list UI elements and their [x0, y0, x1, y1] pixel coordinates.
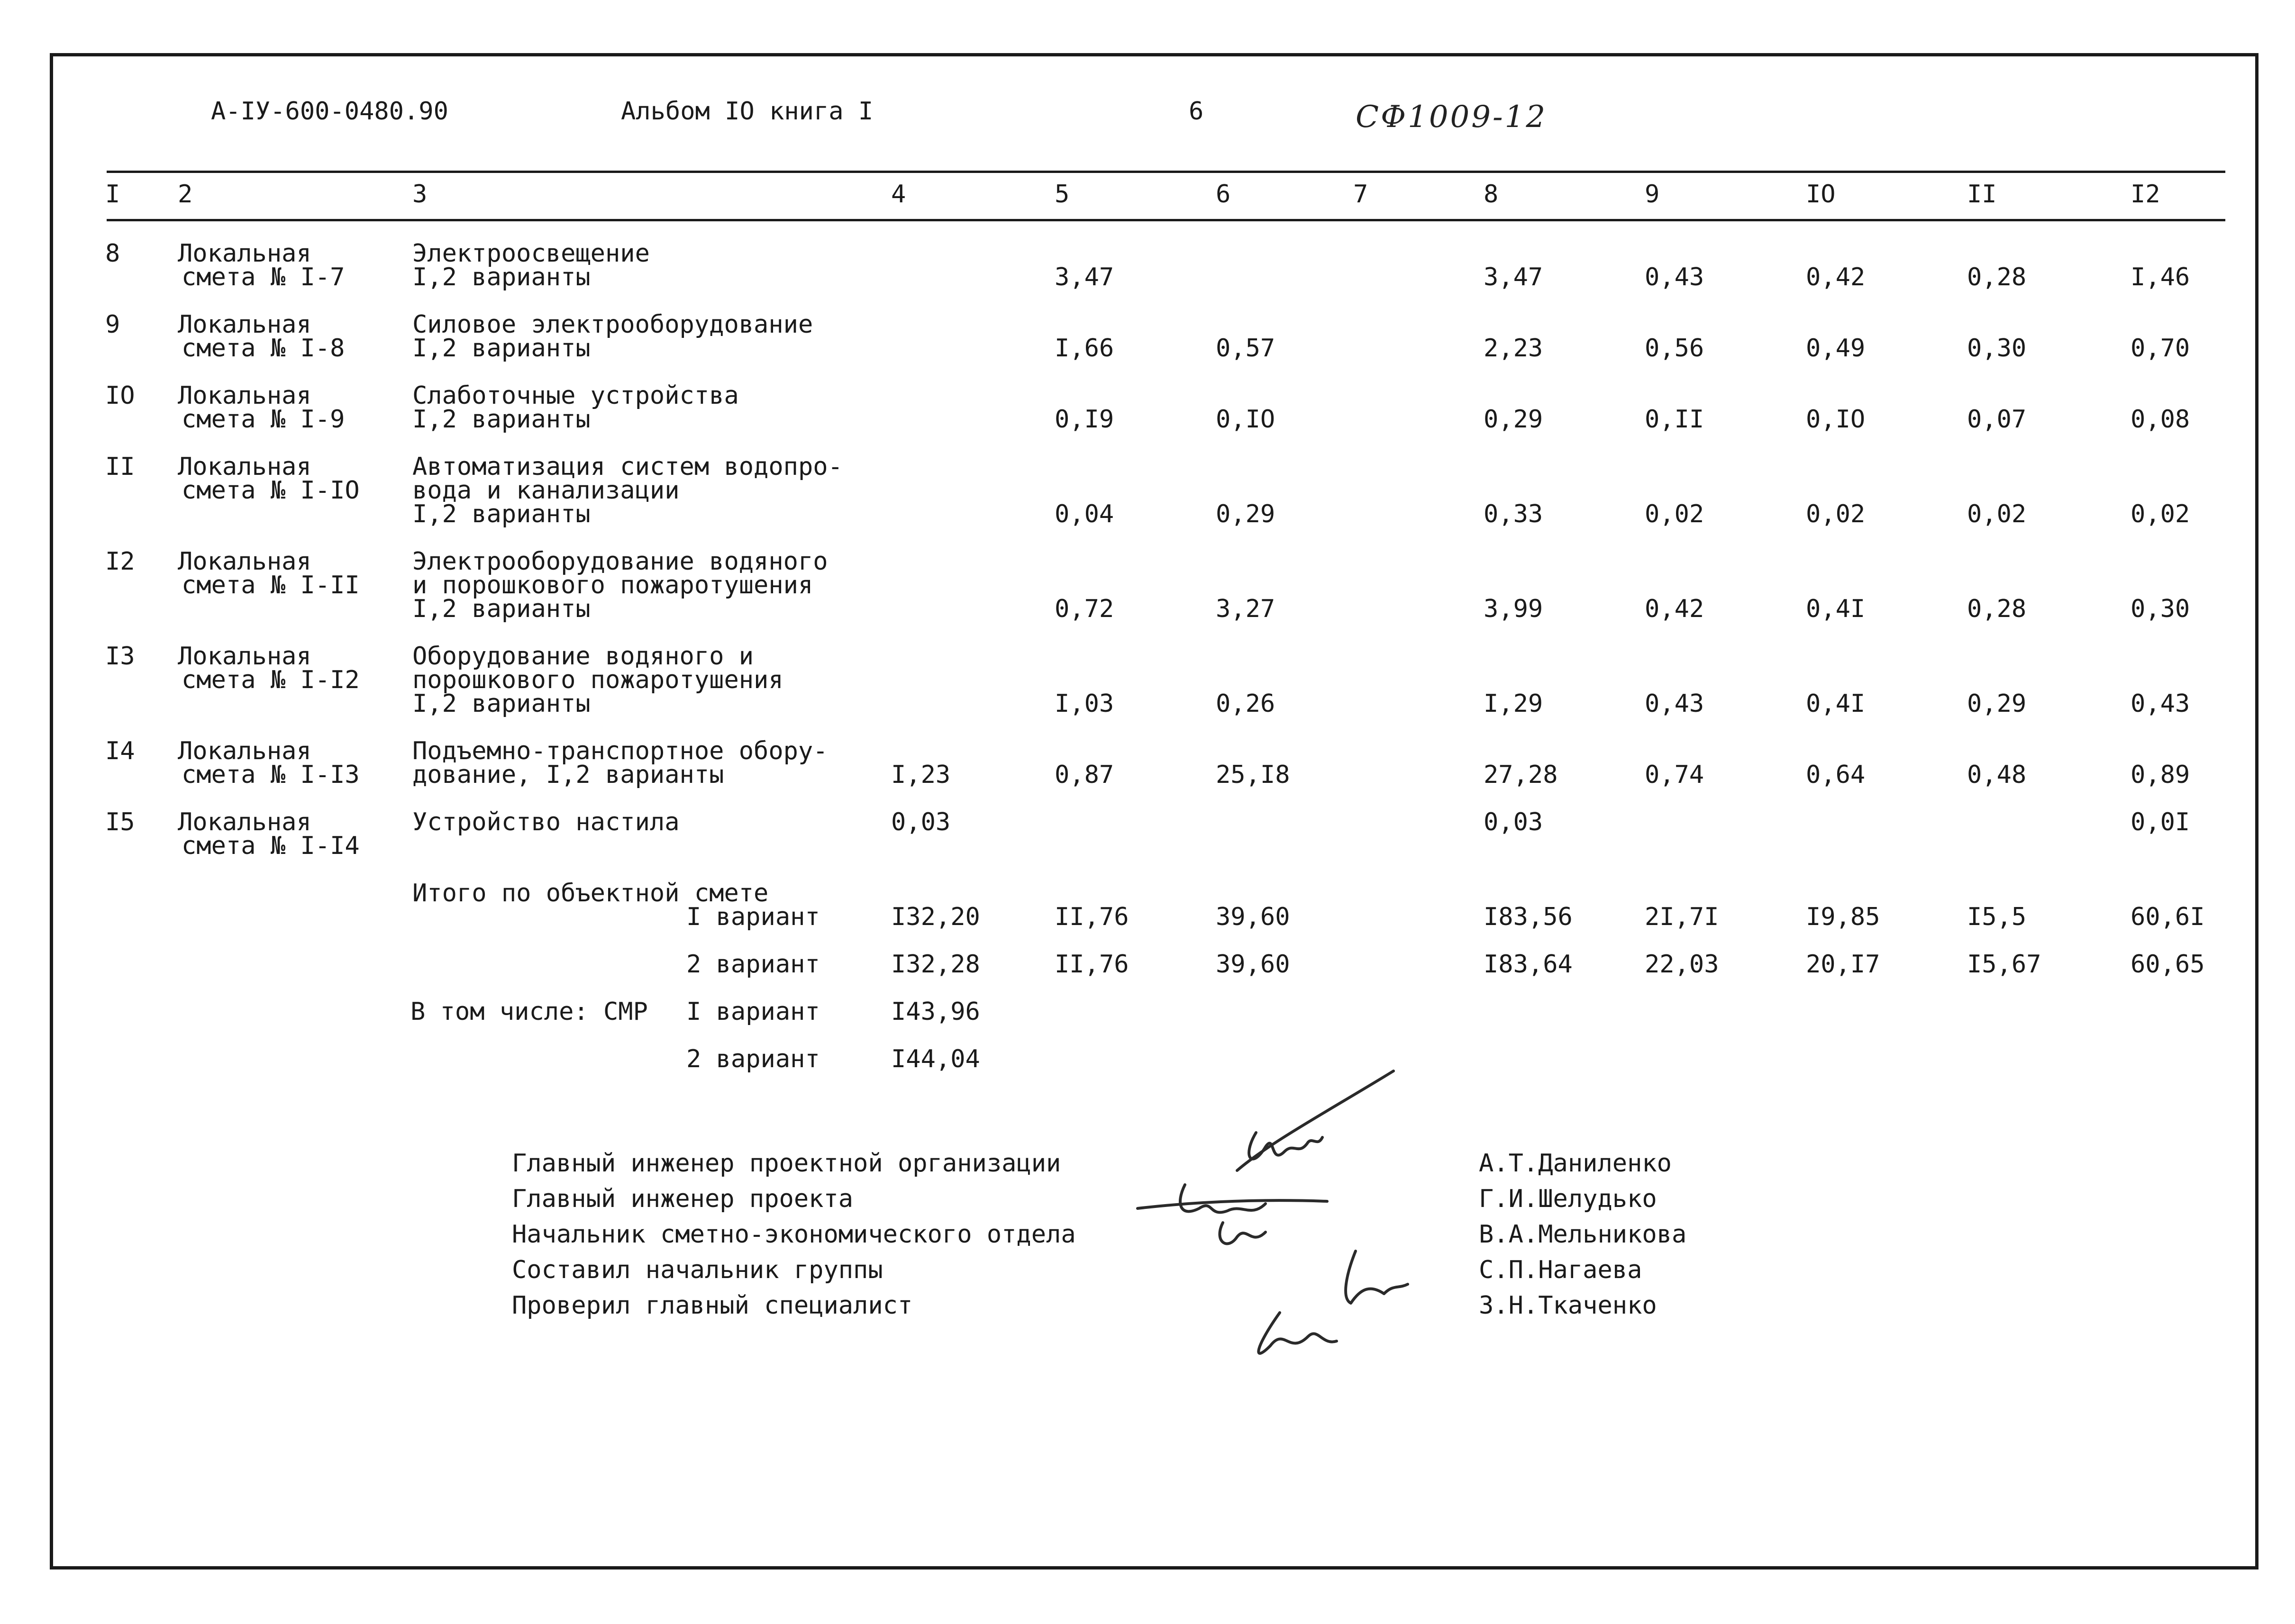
cell-c6: 25,I8 [1216, 761, 1290, 789]
header-rule-bottom [107, 219, 2225, 221]
cell-c10: 0,42 [1806, 263, 1866, 291]
page-number: 6 [1189, 97, 1204, 126]
cell-c9: 0,02 [1645, 500, 1704, 528]
totals-v1-c11: I5,5 [1967, 903, 2027, 931]
totals-v2-c8: I83,64 [1484, 950, 1573, 979]
cell-c8: 27,28 [1484, 761, 1558, 789]
cell-c9: 0,74 [1645, 761, 1704, 789]
column-header-5: 5 [1055, 180, 1070, 209]
cell-c8: 2,23 [1484, 334, 1543, 363]
estimate-doc-line: смета № I-I3 [182, 761, 360, 789]
column-header-6: 6 [1216, 180, 1231, 209]
totals-v1-c12: 60,6I [2131, 903, 2205, 931]
signature-stroke-7 [1258, 1313, 1337, 1353]
cell-c5: 0,72 [1055, 595, 1114, 623]
estimate-doc-line: Локальная [178, 239, 311, 268]
signature-role: Главный инженер проектной организации [512, 1149, 1061, 1178]
cell-c5: 0,87 [1055, 761, 1114, 789]
estimate-doc-line: смета № I-IО [182, 476, 360, 505]
work-name-line: I,2 варианты [412, 690, 591, 718]
cell-c11: 0,30 [1967, 334, 2027, 363]
estimate-doc-line: смета № I-I4 [182, 832, 360, 860]
column-header-8: 8 [1484, 180, 1499, 209]
column-header-3: 3 [412, 180, 428, 209]
work-name-line: I,2 варианты [412, 334, 591, 363]
signature-name: С.П.Нагаева [1479, 1256, 1642, 1284]
signature-role: Начальник сметно-экономического отдела [512, 1220, 1076, 1249]
smr-v1-label: I вариант [686, 998, 820, 1026]
estimate-doc-line: смета № I-I2 [182, 666, 360, 694]
row-number: I4 [105, 737, 135, 765]
estimate-doc-line: смета № I-II [182, 571, 360, 599]
estimate-doc-line: смета № I-9 [182, 405, 345, 434]
estimate-doc-line: Локальная [178, 642, 311, 671]
row-number: 9 [105, 310, 120, 339]
smr-v2-c4: I44,04 [891, 1045, 980, 1073]
totals-v2-c4: I32,28 [891, 950, 980, 979]
totals-v2-c10: 20,I7 [1806, 950, 1880, 979]
cell-c12: 0,02 [2131, 500, 2190, 528]
column-header-12: I2 [2131, 180, 2160, 209]
estimate-doc-line: Локальная [178, 737, 311, 765]
work-name-line: Силовое электрооборудование [412, 310, 813, 339]
smr-label: В том числе: СМР [410, 998, 648, 1026]
cell-c5: 0,I9 [1055, 405, 1114, 434]
signature-stroke-3 [1138, 1200, 1327, 1208]
cell-c4: I,23 [891, 761, 951, 789]
work-name-line: порошкового пожаротушения [412, 666, 783, 694]
cell-c6: 3,27 [1216, 595, 1275, 623]
work-name-line: I,2 варианты [412, 500, 591, 528]
totals-v1-c9: 2I,7I [1645, 903, 1719, 931]
row-number: IО [105, 381, 135, 410]
document-code: А-IУ-600-0480.90 [211, 97, 448, 126]
cell-c5: 3,47 [1055, 263, 1114, 291]
cell-c12: 0,0I [2131, 808, 2190, 836]
totals-v2-c11: I5,67 [1967, 950, 2041, 979]
cell-c5: I,66 [1055, 334, 1114, 363]
signature-stroke-6 [1346, 1251, 1408, 1303]
row-number: II [105, 453, 135, 481]
cell-c8: 0,29 [1484, 405, 1543, 434]
work-name-line: Электроосвещение [412, 239, 650, 268]
totals-v2-c6: 39,60 [1216, 950, 1290, 979]
header-rule-top [107, 171, 2225, 173]
signature-role: Составил начальник группы [512, 1256, 883, 1284]
work-name-line: I,2 варианты [412, 595, 591, 623]
cell-c12: 0,89 [2131, 761, 2190, 789]
cell-c6: 0,29 [1216, 500, 1275, 528]
cell-c11: 0,29 [1967, 690, 2027, 718]
cell-c11: 0,28 [1967, 595, 2027, 623]
cell-c11: 0,07 [1967, 405, 2027, 434]
totals-v2-label: 2 вариант [686, 950, 820, 979]
cell-c10: 0,49 [1806, 334, 1866, 363]
work-name-line: Оборудование водяного и [412, 642, 754, 671]
cell-c6: 0,IО [1216, 405, 1275, 434]
cell-c11: 0,02 [1967, 500, 2027, 528]
column-header-7: 7 [1353, 180, 1368, 209]
totals-v1-label: I вариант [686, 903, 820, 931]
cell-c5: I,03 [1055, 690, 1114, 718]
smr-v1-c4: I43,96 [891, 998, 980, 1026]
cell-c11: 0,48 [1967, 761, 2027, 789]
signature-stroke-5 [1220, 1223, 1266, 1243]
totals-v1-c10: I9,85 [1806, 903, 1880, 931]
totals-v2-c9: 22,03 [1645, 950, 1719, 979]
cell-c9: 0,43 [1645, 263, 1704, 291]
column-header-10: IО [1806, 180, 1836, 209]
totals-v1-c6: 39,60 [1216, 903, 1290, 931]
totals-v1-c5: II,76 [1055, 903, 1129, 931]
row-number: I5 [105, 808, 135, 836]
column-header-9: 9 [1645, 180, 1660, 209]
cell-c9: 0,56 [1645, 334, 1704, 363]
cell-c6: 0,57 [1216, 334, 1275, 363]
cell-c12: 0,70 [2131, 334, 2190, 363]
work-name-line: Слаботочные устройства [412, 381, 739, 410]
cell-c12: I,46 [2131, 263, 2190, 291]
cell-c10: 0,4I [1806, 595, 1866, 623]
estimate-doc-line: смета № I-8 [182, 334, 345, 363]
cell-c12: 0,08 [2131, 405, 2190, 434]
cell-c8: 0,33 [1484, 500, 1543, 528]
cell-c11: 0,28 [1967, 263, 2027, 291]
work-name-line: Электрооборудование водяного [412, 547, 828, 576]
signature-name: В.А.Мельникова [1479, 1220, 1687, 1249]
totals-label: Итого по объектной смете [412, 879, 769, 907]
signature-scribbles [1128, 1061, 1412, 1365]
totals-v2-c12: 60,65 [2131, 950, 2205, 979]
column-header-11: II [1967, 180, 1997, 209]
work-name-line: вода и канализации [412, 476, 680, 505]
estimate-doc-line: Локальная [178, 453, 311, 481]
totals-v1-c4: I32,20 [891, 903, 980, 931]
row-number: 8 [105, 239, 120, 268]
cell-c8: 3,99 [1484, 595, 1543, 623]
estimate-doc-line: смета № I-7 [182, 263, 345, 291]
cell-c10: 0,64 [1806, 761, 1866, 789]
cell-c10: 0,IО [1806, 405, 1866, 434]
cell-c9: 0,43 [1645, 690, 1704, 718]
cell-c12: 0,30 [2131, 595, 2190, 623]
cell-c5: 0,04 [1055, 500, 1114, 528]
cell-c12: 0,43 [2131, 690, 2190, 718]
totals-v1-c8: I83,56 [1484, 903, 1573, 931]
cell-c4: 0,03 [891, 808, 951, 836]
column-header-1: I [105, 180, 120, 209]
work-name-line: Устройство настила [412, 808, 680, 836]
cell-c8: 3,47 [1484, 263, 1543, 291]
estimate-doc-line: Локальная [178, 310, 311, 339]
cell-c8: I,29 [1484, 690, 1543, 718]
signature-role: Главный инженер проекта [512, 1185, 854, 1213]
cell-c6: 0,26 [1216, 690, 1275, 718]
work-name-line: I,2 варианты [412, 405, 591, 434]
cell-c8: 0,03 [1484, 808, 1543, 836]
cell-c10: 0,02 [1806, 500, 1866, 528]
signature-name: З.Н.Ткаченко [1479, 1291, 1657, 1320]
cell-c9: 0,42 [1645, 595, 1704, 623]
signature-role: Проверил главный специалист [512, 1291, 913, 1320]
totals-v2-c5: II,76 [1055, 950, 1129, 979]
work-name-line: и порошкового пожаротушения [412, 571, 813, 599]
row-number: I2 [105, 547, 135, 576]
work-name-line: дование, I,2 варианты [412, 761, 724, 789]
signature-name: А.Т.Даниленко [1479, 1149, 1672, 1178]
column-header-4: 4 [891, 180, 906, 209]
work-name-line: Автоматизация систем водопро- [412, 453, 843, 481]
estimate-doc-line: Локальная [178, 808, 311, 836]
handwritten-stamp: СФ1009-12 [1356, 100, 1548, 135]
signature-stroke-4 [1180, 1185, 1266, 1212]
work-name-line: I,2 варианты [412, 263, 591, 291]
estimate-doc-line: Локальная [178, 547, 311, 576]
column-header-2: 2 [178, 180, 193, 209]
album-label: Альбом IО книга I [621, 97, 874, 126]
cell-c9: 0,II [1645, 405, 1704, 434]
estimate-doc-line: Локальная [178, 381, 311, 410]
smr-v2-label: 2 вариант [686, 1045, 820, 1073]
signature-name: Г.И.Шелудько [1479, 1185, 1657, 1213]
work-name-line: Подъемно-транспортное обору- [412, 737, 828, 765]
cell-c10: 0,4I [1806, 690, 1866, 718]
row-number: I3 [105, 642, 135, 671]
